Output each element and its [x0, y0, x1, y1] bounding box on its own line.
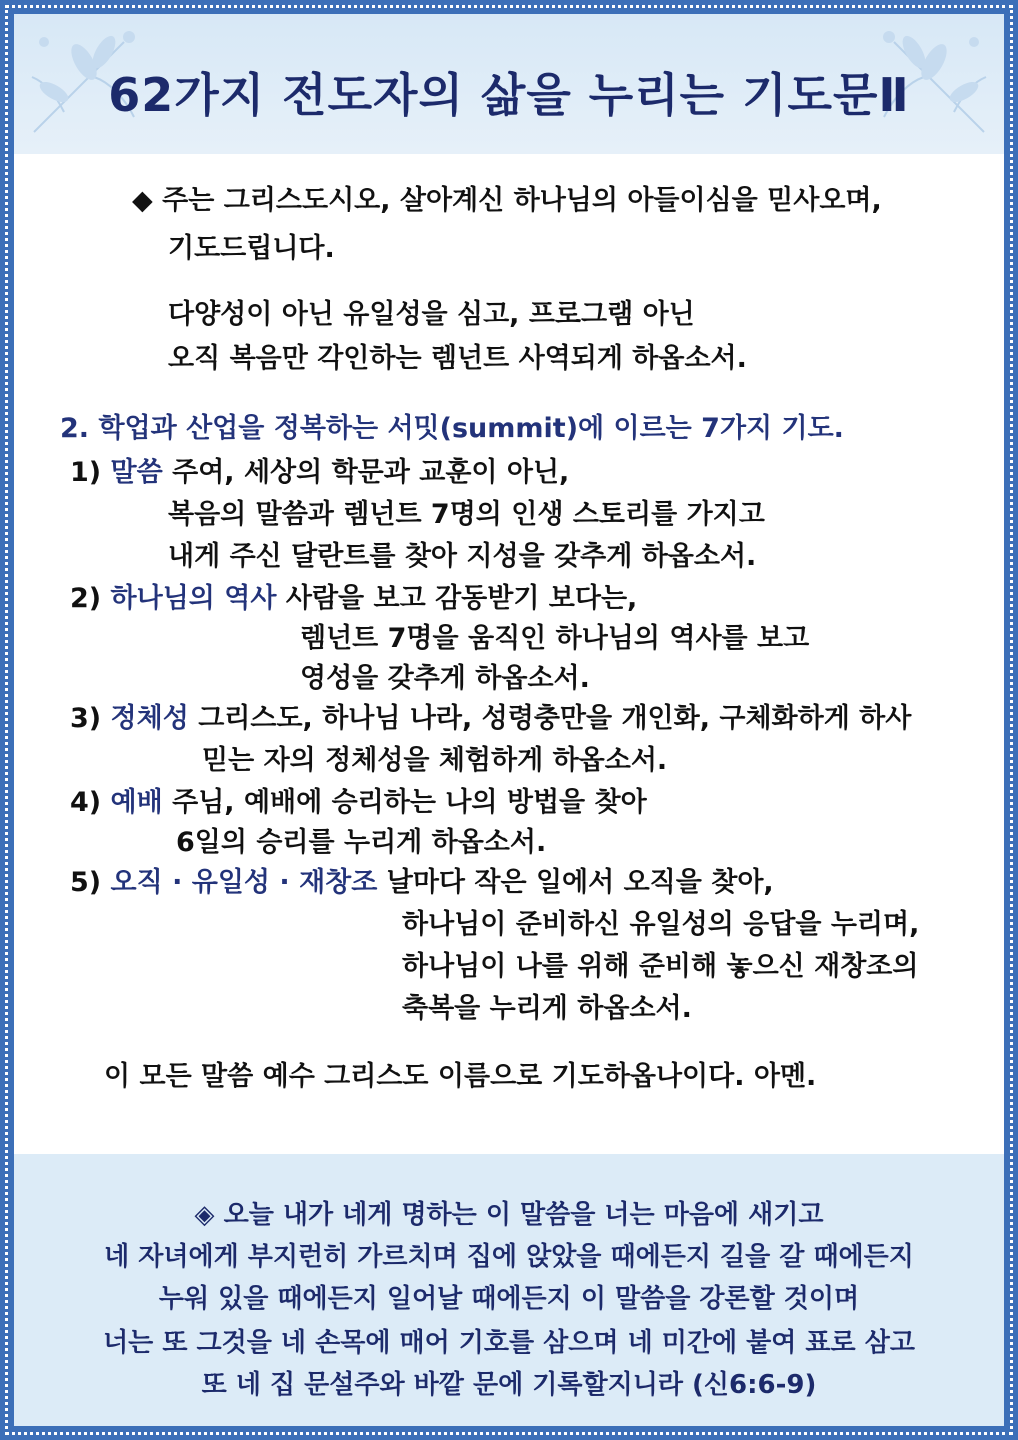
- item-text: 주님, 예배에 승리하는 나의 방법을 찾아: [172, 787, 647, 818]
- prayer-item: [70, 702, 911, 736]
- prayer-item: [70, 456, 569, 490]
- closing-prayer: 이 모든 말씀 예수 그리스도 이름으로 기도하옵나이다. 아멘.: [104, 1061, 817, 1092]
- item-text: 내게 주신 달란트를 찾아 지성을 갖추게 하옵소서.: [168, 541, 757, 572]
- prayer-item: [70, 786, 647, 820]
- intro-line: [132, 184, 882, 218]
- item-number: 1): [70, 457, 102, 488]
- scripture-panel: [14, 1154, 1004, 1426]
- item-keyword: 예배: [110, 787, 163, 818]
- prayer-item: [70, 582, 637, 616]
- item-text: 그리스도, 하나님 나라, 성령충만을 개인화, 구체화하게 하사: [198, 703, 912, 734]
- section-heading: 2. 학업과 산업을 정복하는 서밋(summit)에 이르는 7가지 기도.: [60, 413, 844, 444]
- item-keyword: 하나님의 역사: [110, 583, 277, 614]
- page-title: 62가지 전도자의 삶을 누리는 기도문Ⅱ: [108, 68, 910, 122]
- verse-line: 또 네 집 문설주와 바깥 문에 기록할지니라 (신6:6-9): [201, 1370, 817, 1400]
- item-keyword: 정체성: [110, 703, 189, 734]
- title-banner: [14, 14, 1004, 154]
- diamond-bullet-icon: ◆: [132, 185, 153, 216]
- item-text: 축복을 누리게 하옵소서.: [402, 993, 692, 1024]
- page-sheet: [14, 14, 1004, 1426]
- intro-line: 오직 복음만 각인하는 렘넌트 사역되게 하옵소서.: [168, 343, 747, 374]
- item-number: 4): [70, 787, 102, 818]
- item-text: 하나님이 준비하신 유일성의 응답을 누리며,: [402, 909, 920, 940]
- verse-line: 네 자녀에게 부지런히 가르치며 집에 앉았을 때에든지 길을 갈 때에든지: [104, 1242, 914, 1272]
- verse-line: 너는 또 그것을 네 손목에 매어 기호를 삼으며 네 미간에 붙여 표로 삼고: [103, 1328, 915, 1358]
- item-number: 3): [70, 703, 102, 734]
- item-text: 날마다 작은 일에서 오직을 찾아,: [386, 867, 774, 898]
- item-text: 사람을 보고 감동받기 보다는,: [285, 583, 638, 614]
- intro-line: 기도드립니다.: [168, 233, 335, 264]
- verse-line: 누워 있을 때에든지 일어날 때에든지 이 말씀을 강론할 것이며: [158, 1284, 860, 1314]
- item-text: 영성을 갖추게 하옵소서.: [300, 663, 590, 694]
- item-text: 하나님이 나를 위해 준비해 놓으신 재창조의: [402, 951, 919, 982]
- intro-text: 주는 그리스도시오, 살아계신 하나님의 아들이심을 믿사오며,: [162, 185, 882, 216]
- item-number: 5): [70, 867, 102, 898]
- item-text: 주여, 세상의 학문과 교훈이 아닌,: [172, 457, 570, 488]
- item-text: 렘넌트 7명을 움직인 하나님의 역사를 보고: [300, 623, 810, 654]
- item-number: 2): [70, 583, 102, 614]
- prayer-item: [70, 866, 774, 900]
- item-text: 믿는 자의 정체성을 체험하게 하옵소서.: [202, 745, 668, 776]
- item-keyword: 말씀: [110, 457, 163, 488]
- item-keyword: 오직 · 유일성 · 재창조: [110, 867, 378, 898]
- verse-line: ◈ 오늘 내가 네게 명하는 이 말씀을 너는 마음에 새기고: [194, 1200, 824, 1230]
- item-text: 복음의 말씀과 렘넌트 7명의 인생 스토리를 가지고: [168, 499, 765, 530]
- intro-line: 다양성이 아닌 유일성을 심고, 프로그램 아닌: [168, 299, 695, 330]
- item-text: 6일의 승리를 누리게 하옵소서.: [176, 827, 547, 858]
